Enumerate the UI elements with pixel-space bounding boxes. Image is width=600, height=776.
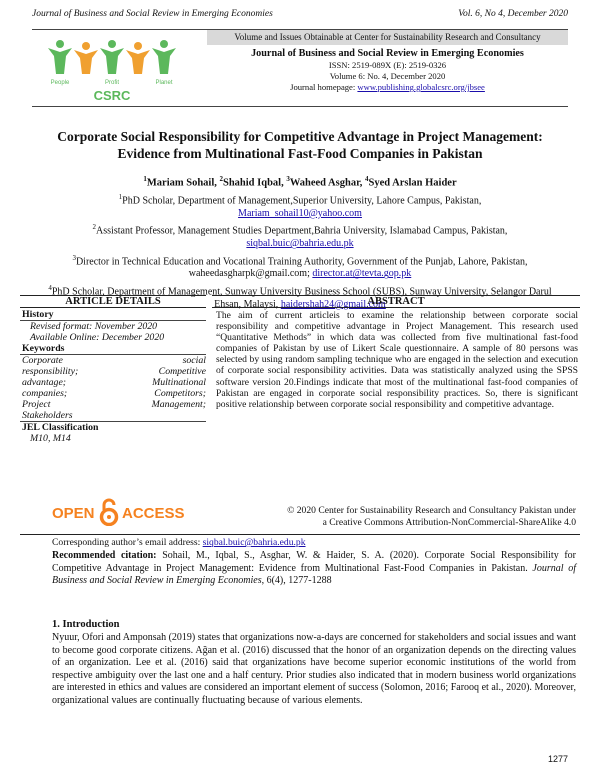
revised-format: Revised format: November 2020 [30,321,158,332]
open-access-access: ACCESS [122,505,185,522]
author-names: $^1$Mariam Sohail, $^2$Shahid Iqbal, $^3$Waheed Asghar, $^4$Syed Arslan Haider [143,175,457,189]
banner-strip: Volume and Issues Obtainable at Center for Sustainability Research and Consultancy [207,30,568,45]
citation-journal: Journal of Business and Social Review in Emerging Economies [52,562,577,586]
journal-info [207,47,568,93]
author-email-link[interactable]: Mariam_sohail10@yahoo.com [238,207,362,219]
introduction-heading: 1. Introduction [52,619,120,630]
license-notice: © 2020 Center for Sustainability Research and Consultancy Pakistan under a Creative Commons Attribution-NonCommercial-ShareAlike 4.0 [287,505,576,528]
article-title: Corporate Social Responsibility for Competitive Advantage in Project Management: Evidence from Multinational Fast-Food Companies in Pakistan [57,129,543,161]
keywords-line: Stakeholders [20,410,206,422]
page-number: 1277 [547,754,568,764]
journal-homepage [207,82,568,93]
csrc-logo [40,34,190,104]
corresponding-author: Corresponding author’s email address: siqbal.buic@bahria.edu.pk [52,537,306,548]
journal-name: Journal of Business and Social Review in Emerging Economies [251,48,524,59]
journal-volume: Volume 6: No. 4, December 2020 [329,71,446,81]
corresponding-email-link[interactable]: siqbal.buic@bahria.edu.pk [202,537,306,548]
article-details [20,309,206,444]
author-email-link[interactable]: director.at@tevta.gop.pk [312,268,412,280]
section-divider [20,534,580,535]
svg-text:People: People [50,80,70,86]
jel-heading: JEL Classification [22,422,99,433]
running-head-journal: Journal of Business and Social Review in Emerging Economies [32,9,273,19]
author-name: Waheed Asghar [289,177,360,189]
author-email-link[interactable]: siqbal.buic@bahria.edu.pk [246,238,354,250]
open-access-logo [52,502,192,526]
citation-label: Recommended citation: [52,550,157,561]
running-head-volume: Vol. 6, No 4, December 2020 [458,9,568,19]
svg-text:CSRC: CSRC [93,88,131,103]
keywords-line: advantage; Multinational [22,377,206,388]
svg-text:Profit: Profit [104,80,120,86]
open-lock-icon [99,498,119,526]
svg-text:Planet: Planet [155,80,173,86]
available-online: Available Online: December 2020 [30,332,165,343]
homepage-label: Journal homepage: [290,82,356,92]
affiliation: $^3$Director in Technical Education and Vocational Training Authority, Government of the Punjab, Lahore, Pakistan, waheedasgharpk@gmail.com; director.at@tevta.gop.pk [72,253,528,280]
abstract-text: The aim of current articleis to examine the relationship between corporate social responsibility and competitive advantage in Project Management. This research used “Quantitative Methods” in which data was collected from five multinational fast-food companies of Pakistan by use of Likert Scale questionnaire. A sample of 80 persons was selected by using random sampling technique who are engaged in the selection and execution of corporate social responsibility activities. Data was statistically analyzed using the SPSS software version 20.Findings indicate that most of the multinational fast-food companies of Pakistan are engaged in corporate social responsibility practices. So, there is significant positive relationship between corporate social responsibility and competitive advantage. [216,310,578,410]
article-details-heading: ARTICLE DETAILS [20,295,206,308]
affiliation: $^1$PhD Scholar, Department of Management,Superior University, Lahore Campus, Pakistan, Mariam_sohail10@yahoo.com [118,193,482,219]
journal-issn: ISSN: 2519-089X (E): 2519-0326 [328,60,447,70]
recommended-citation: Recommended citation: Sohail, M., Iqbal, S., Asghar, W. & Haider, S. A. (2020). Corporate Social Responsibility for Competitive Advantage in Project Management: Evidence from Multinational Fast-Food Companies in Pakistan. Journal of Business and Social Review in Emerging Economies, 6(4), 1277-1288 [52,550,577,586]
keywords-heading: Keywords [20,343,206,355]
author-email-link[interactable]: haidershah24@gmail.com [280,298,386,310]
affiliation: $^4$PhD Scholar, Department of Management, Sunway University Business School (SUBS), Sunway University, Selangor Darul Ehsan, Malaysi, haidershah24@gmail.com [48,283,552,310]
open-access-open: OPEN [52,505,95,522]
history-heading: History [20,309,206,321]
authors-block [40,173,560,312]
homepage-link[interactable]: www.publishing.globalcsrc.org/jbsee [357,82,485,92]
keywords-line: Corporate social [22,355,206,366]
affiliation: $^2$Assistant Professor, Management Studies Department,Bahria University, Islamabad Campus, Pakistan, siqbal.buic@bahria.edu.pk [92,223,508,250]
keywords-line: responsibility; Competitive [22,366,206,377]
logo-figures-icon [48,40,176,74]
running-head [32,9,568,23]
author-name: Shahid Iqbal [223,177,282,189]
jel-codes: M10, M14 [30,433,71,444]
introduction-text: Nyuur, Ofori and Amponsah (2019) states that organizations now-a-days are concerned for stakeholders and social issues and want to become good corporate citizens. Ağan et al. (2016) discussed that the honor of an organization depends on the directing values of an organization. Lee et al. (2016) said that organizations have become superior economic institutions of the world from respective ambiguity over the last one and a half century. Prior studies also indicated that in modern business world organizations are interested in ethics and values are considered an important element of success (Solomon, 2016; Farooq et al., 2020). Moreover, organizational values are continually fluctuating because of various elements. [52,632,576,706]
author-name: Syed Arslan Haider [368,177,457,189]
abstract-heading: ABSTRACT [212,295,580,308]
keywords-line: Project Management; [22,399,206,410]
journal-banner [32,29,568,107]
author-name: Mariam Sohail [146,177,215,189]
keywords-line: companies; Competitors; [22,388,206,399]
